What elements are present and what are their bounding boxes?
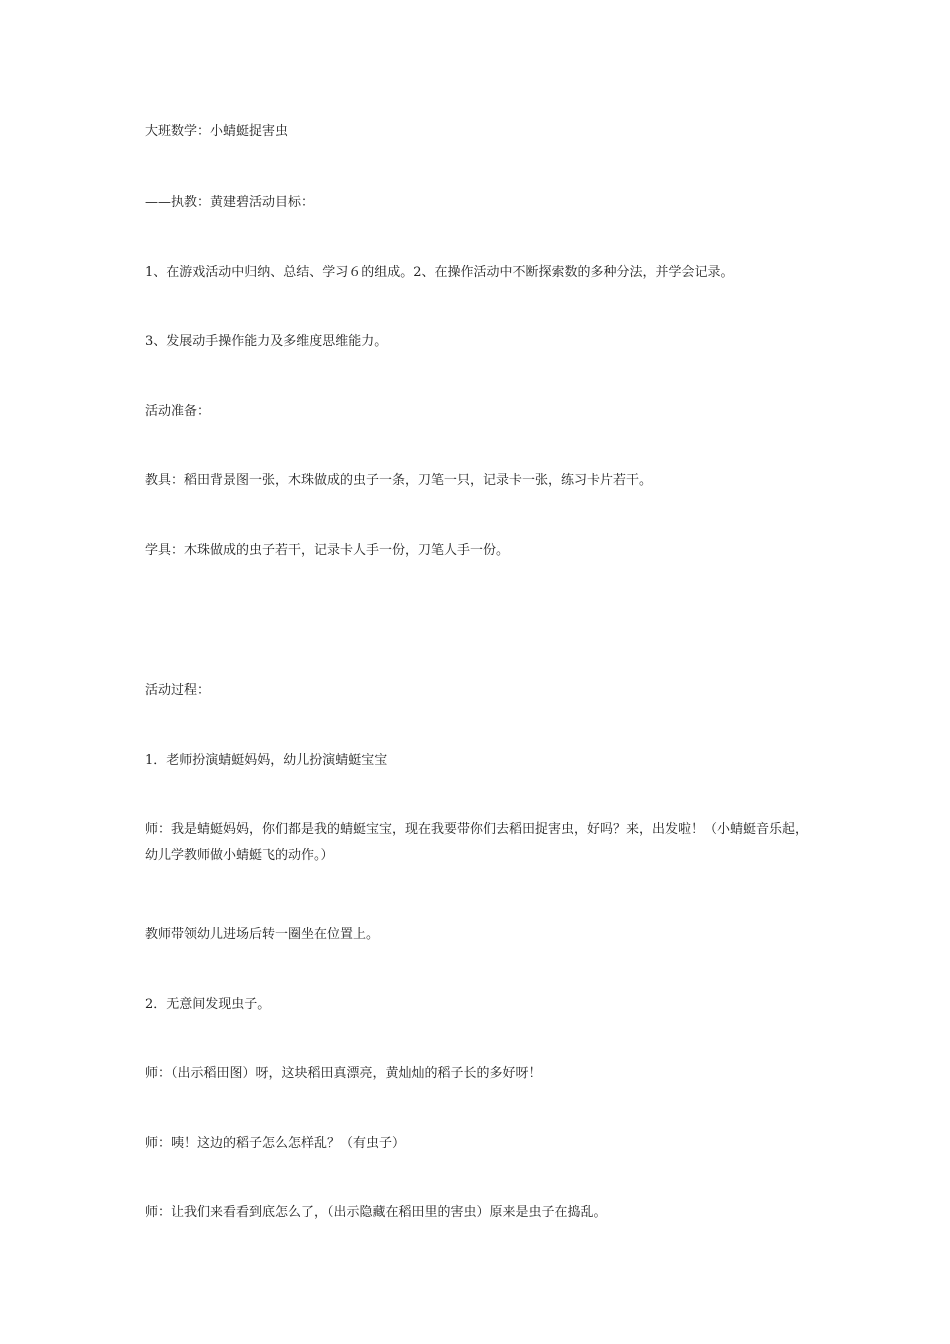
step-1: 1．老师扮演蜻蜓妈妈，幼儿扮演蜻蜓宝宝 [145,753,388,768]
document-title: 大班数学：小蜻蜓捉害虫 [145,124,289,139]
teacher-materials: 教具：稻田背景图一张，木珠做成的虫子一条，刀笔一只，记录卡一张，练习卡片若干。 [145,473,653,488]
student-materials: 学具：木珠做成的虫子若干，记录卡人手一份，刀笔人手一份。 [145,543,510,558]
step-2-line-1: 师：（出示稻田图）呀，这块稻田真漂亮，黄灿灿的稻子长的多好呀！ [145,1066,542,1081]
prep-heading: 活动准备： [145,404,211,419]
teacher-line: ——执教：黄建碧活动目标： [145,195,315,210]
step-2: 2．无意间发现虫子。 [145,997,271,1012]
step-2-line-2: 师：咦！这边的稻子怎么怎样乱？（有虫子） [145,1136,406,1151]
process-heading: 活动过程： [145,683,211,698]
step-1-action: 教师带领幼儿进场后转一圈坐在位置上。 [145,927,380,942]
goal-1-2: 1、在游戏活动中归纳、总结、学习６的组成。2、在操作活动中不断探索数的多种分法，并学会记录。 [145,265,734,280]
step-1-dialogue: 师：我是蜻蜓妈妈，你们都是我的蜻蜓宝宝，现在我要带你们去稻田捉害虫，好吗？来，出发啦！（小蜻蜓音乐起，幼儿学教师做小蜻蜓飞的动作。） [145,822,809,863]
goal-3: 3、发展动手操作能力及多维度思维能力。 [145,334,388,349]
step-2-line-3: 师：让我们来看看到底怎么了，（出示隐藏在稻田里的害虫）原来是虫子在捣乱。 [145,1205,607,1220]
